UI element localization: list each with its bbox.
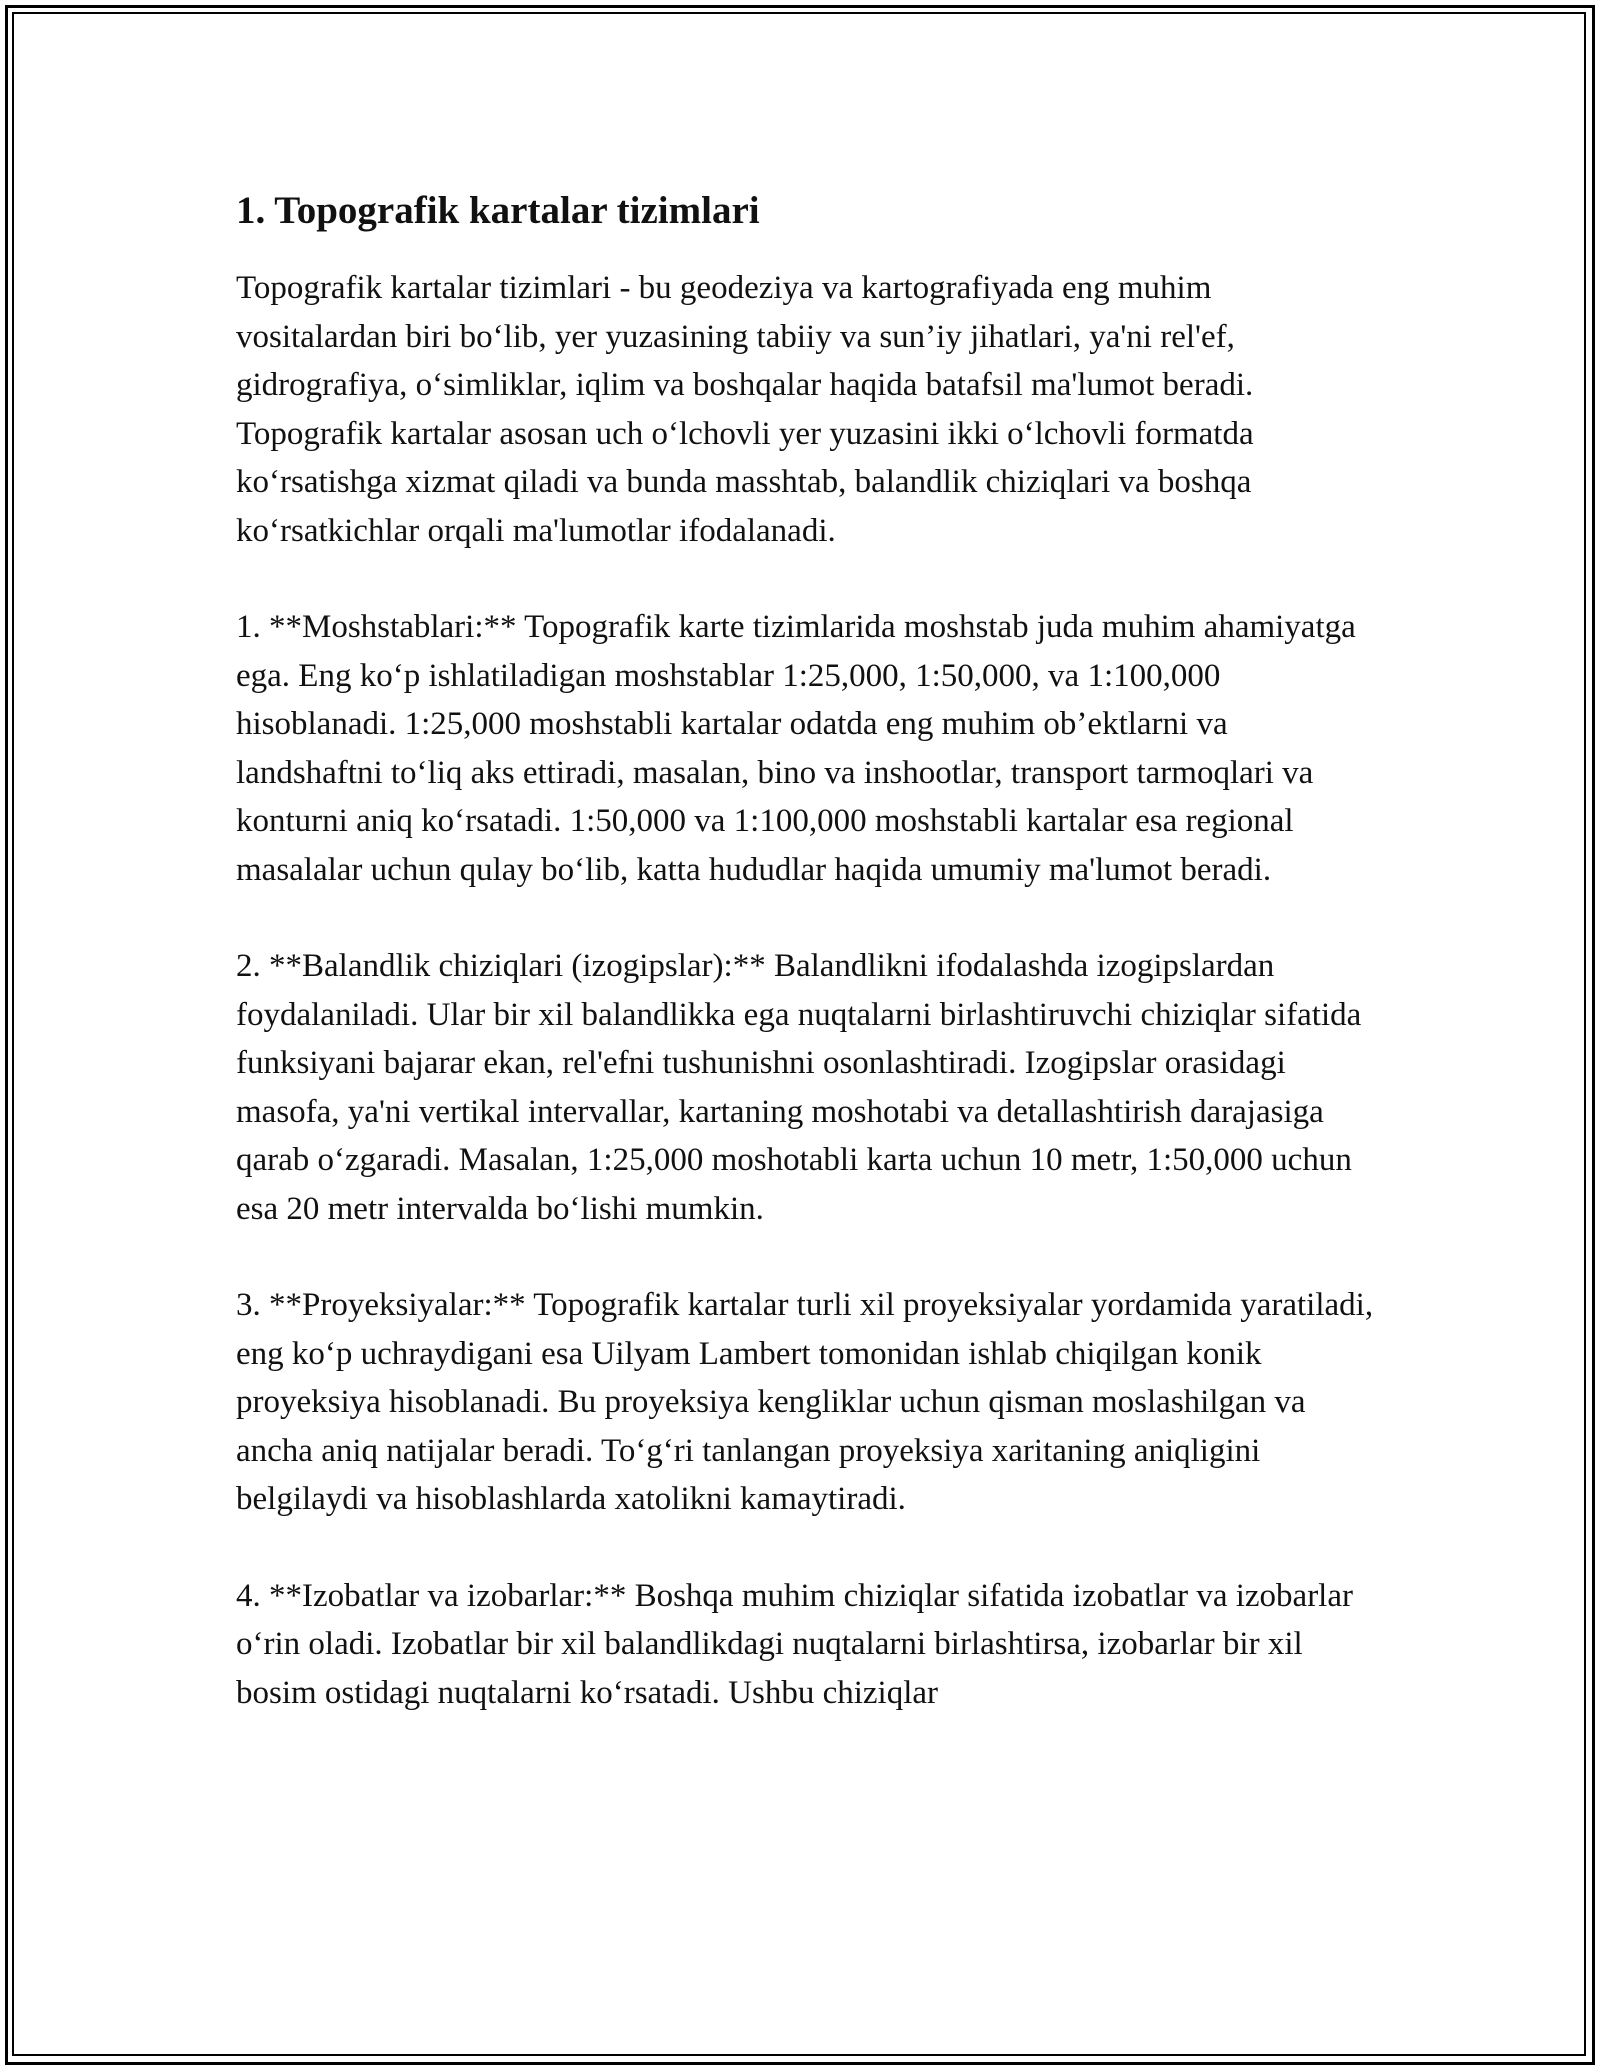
isobaths-isobars-paragraph: 4. **Izobatlar va izobarlar:** Boshqa muhim chiziqlar sifatida izobatlar va izobarlar o‘rin oladi. Izobatlar bir xil balandlikdagi nuqtalarni birlashtirsa, izobarlar bir xil bosim ostidagi nuqtalarni ko‘rsatadi. Ushbu chiziqlar [236, 1577, 1353, 1711]
intro-paragraph: Topografik kartalar tizimlari - bu geodeziya va kartografiyada eng muhim vositalardan biri bo‘lib, yer yuzasining tabiiy va sun’iy jihatlari, ya'ni rel'ef, gidrografiya, o‘simliklar, iqlim va boshqalar haqida batafsil ma'lumot beradi. Topografik kartalar asosan uch o‘lchovli yer yuzasini ikki o‘lchovli formatda ko‘rsatishga xizmat qiladi va bunda masshtab, balandlik chiziqlari va boshqa ko‘rsatkichlar orqali ma'lumotlar ifodalanadi. [236, 270, 1254, 549]
document-body [236, 186, 1376, 1765]
document-title: 1. Topografik kartalar tizimlari [236, 189, 760, 232]
scales-paragraph: 1. **Moshstablari:** Topografik karte tizimlarida moshstab juda muhim ahamiyatga ega. Eng ko‘p ishlatiladigan moshstablar 1:25,000, 1:50,000, va 1:100,000 hisoblanadi. 1:25,000 moshstabli kartalar odatda eng muhim ob’ektlarni va landshaftni to‘liq aks ettiradi, masalan, bino va inshootlar, transport tarmoqlari va konturni aniq ko‘rsatadi. 1:50,000 va 1:100,000 moshstabli kartalar esa regional masalalar uchun qulay bo‘lib, katta hududlar haqida umumiy ma'lumot beradi. [236, 609, 1356, 888]
contour-lines-paragraph: 2. **Balandlik chiziqlari (izogipslar):** Balandlikni ifodalashda izogipslardan foydalaniladi. Ular bir xil balandlikka ega nuqtalarni birlashtiruvchi chiziqlar sifatida funksiyani bajarar ekan, rel'efni tushunishni osonlashtiradi. Izogipslar orasidagi masofa, ya'ni vertikal intervallar, kartaning moshotabi va detallashtirish darajasiga qarab o‘zgaradi. Masalan, 1:25,000 moshotabli karta uchun 10 metr, 1:50,000 uchun esa 20 metr intervalda bo‘lishi mumkin. [236, 948, 1362, 1227]
projections-paragraph: 3. **Proyeksiyalar:** Topografik kartalar turli xil proyeksiyalar yordamida yaratiladi, eng ko‘p uchraydigani esa Uilyam Lambert tomonidan ishlab chiqilgan konik proyeksiya hisoblanadi. Bu proyeksiya kengliklar uchun qisman moslashilgan va ancha aniq natijalar beradi. To‘g‘ri tanlangan proyeksiya xaritaning aniqligini belgilaydi va hisoblashlarda xatolikni kamaytiradi. [236, 1287, 1374, 1517]
